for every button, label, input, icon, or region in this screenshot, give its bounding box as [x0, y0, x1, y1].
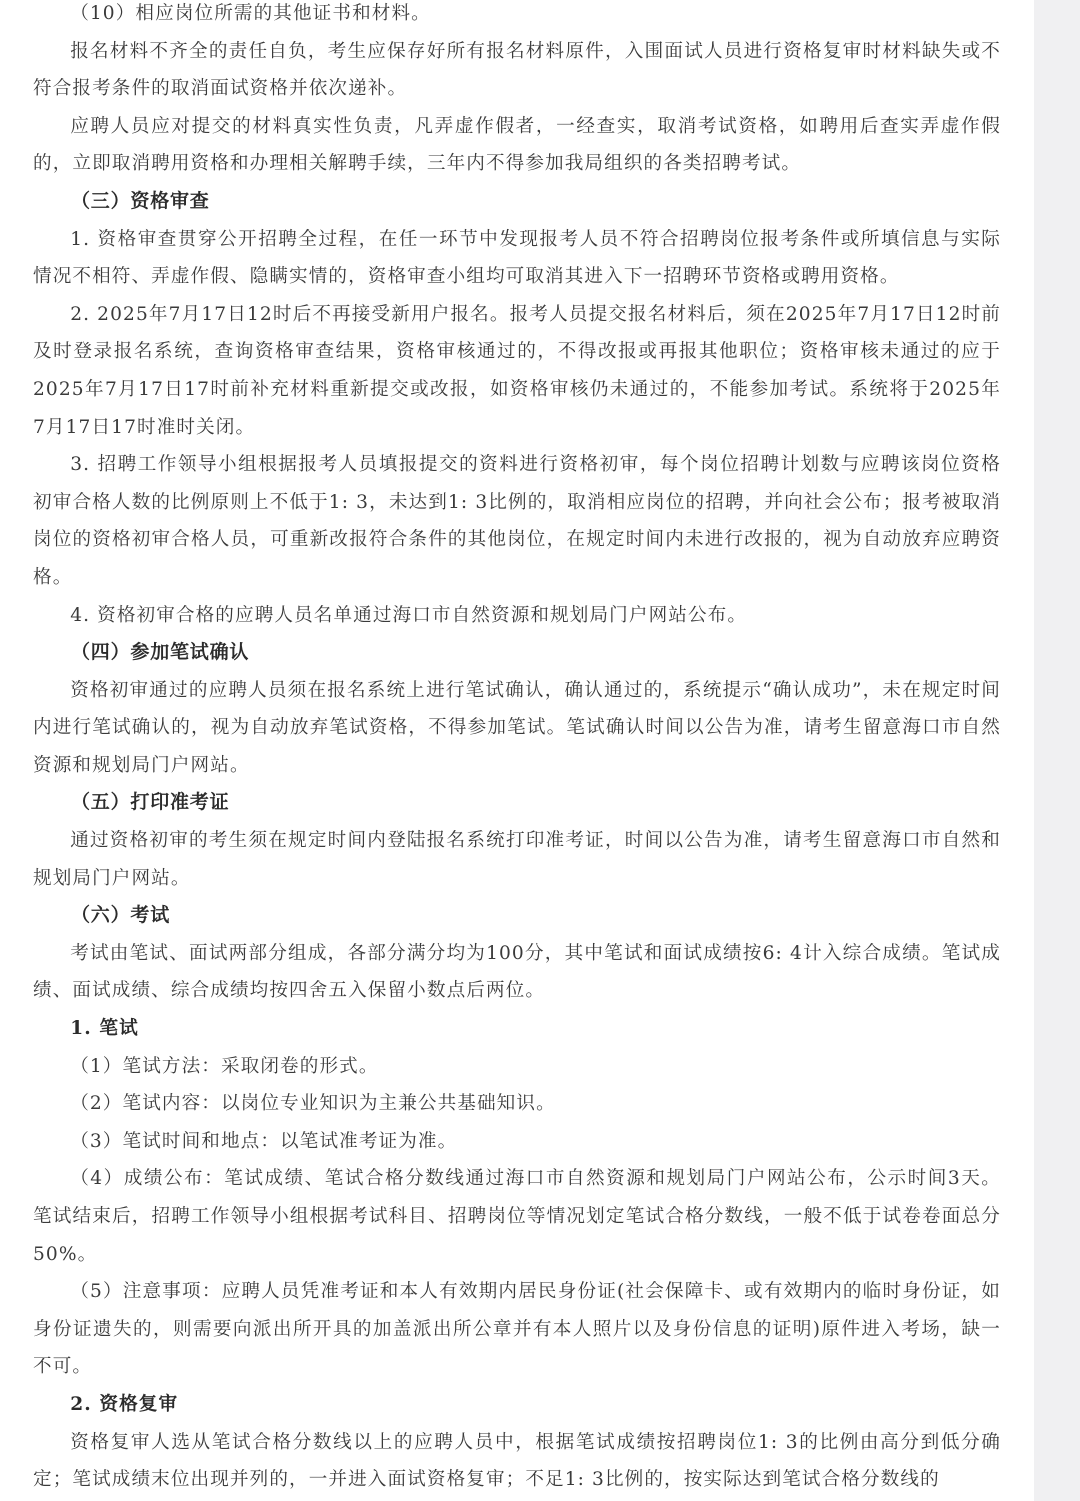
- paragraph-print-admission: 通过资格初审的考生须在规定时间内登陆报名系统打印准考证，时间以公告为准，请考生留意海口市自然和规划局门户网站。: [33, 830, 1001, 889]
- paragraph-review-2: 2. 2025年7月17日12时后不再接受新用户报名。报考人员提交报名材料后，须在2025年7月17日12时前及时登录报名系统，查询资格审查结果，资格审核通过的，不得改报或再报其他职位；资格审核未通过的应于2025年7月17日17时前补充材料重新提交或改报，如资格审核仍未通过的，不能参加考试。系统将于2025年7月17日17时准时关闭。: [33, 303, 1001, 438]
- paragraph-recheck: 资格复审人选从笔试合格分数线以上的应聘人员中，根据笔试成绩按招聘岗位1: 3的比例由高分到低分确定；笔试成绩末位出现并列的，一并进入面试资格复审；不足1: 3比例的，按实际达到笔试合格分数线的: [33, 1431, 1001, 1491]
- paragraph-exam-composition: 考试由笔试、面试两部分组成，各部分满分均为100分，其中笔试和面试成绩按6: 4计入综合成绩。笔试成绩、面试成绩、综合成绩均按四舍五入保留小数点后两位。: [33, 942, 1001, 1002]
- section-heading-exam: （六）考试: [71, 904, 171, 927]
- document-body: [33, 0, 1001, 1499]
- section-heading-written-exam-confirm: （四）参加笔试确认: [71, 641, 250, 664]
- paragraph-other-certificates: （10）相应岗位所需的其他证书和材料。: [70, 3, 431, 24]
- paragraph-exam-time-place: （3）笔试时间和地点：以笔试准考证为准。: [70, 1130, 458, 1152]
- paragraph-written-exam-confirm: 资格初审通过的应聘人员须在报名系统上进行笔试确认，确认通过的，系统提示“确认成功”，未在规定时间内进行笔试确认的，视为自动放弃笔试资格，不得参加笔试。笔试确认时间以公告为准，请考生留意海口市自然资源和规划局门户网站。: [33, 679, 1001, 776]
- section-heading-qualification-review: （三）资格审查: [71, 189, 210, 212]
- section-heading-print-admission: （五）打印准考证: [71, 791, 230, 814]
- paragraph-review-1: 1. 资格审查贯穿公开招聘全过程，在任一环节中发现报考人员不符合招聘岗位报考条件或所填信息与实际情况不相符、弄虚作假、隐瞒实情的，资格审查小组均可取消其进入下一招聘环节资格或聘用资格。: [33, 228, 1001, 288]
- paragraph-exam-content: （2）笔试内容：以岗位专业知识为主兼公共基础知识。: [70, 1093, 556, 1115]
- paragraph-review-4: 4. 资格初审合格的应聘人员名单通过海口市自然资源和规划局门户网站公布。: [70, 604, 748, 626]
- paragraph-score-publication: （4）成绩公布：笔试成绩、笔试合格分数线通过海口市自然资源和规划局门户网站公布，公示时间3天。笔试结束后，招聘工作领导小组根据考试科目、招聘岗位等情况划定笔试合格分数线，一般不低于试卷卷面总分50%。: [33, 1168, 1001, 1265]
- paragraph-authenticity: 应聘人员应对提交的材料真实性负责，凡弄虚作假者，一经查实，取消考试资格，如聘用后查实弄虚作假的，立即取消聘用资格和办理相关解聘手续，三年内不得参加我局组织的各类招聘考试。: [33, 115, 1001, 175]
- subheading-qualification-recheck: 2. 资格复审: [70, 1393, 179, 1415]
- paragraph-incomplete-materials: 报名材料不齐全的责任自负，考生应保存好所有报名材料原件，入围面试人员进行资格复审时材料缺失或不符合报考条件的取消面试资格并依次递补。: [33, 40, 1001, 100]
- paragraph-exam-method: （1）笔试方法：采取闭卷的形式。: [70, 1055, 379, 1077]
- paragraph-notes: （5）注意事项：应聘人员凭准考证和本人有效期内居民身份证(社会保障卡、或有效期内的临时身份证，如身份证遗失的，则需要向派出所开具的加盖派出所公章并有本人照片以及身份信息的证明)原件进入考场，缺一不可。: [33, 1281, 1001, 1378]
- paragraph-review-3: 3. 招聘工作领导小组根据报考人员填报提交的资料进行资格初审，每个岗位招聘计划数与应聘该岗位资格初审合格人数的比例原则上不低于1: 3，未达到1: 3比例的，取消相应岗位的招聘，并向社会公布；报考被取消岗位的资格初审合格人员，可重新改报符合条件的其他岗位，在规定时间内未进行改报的，视为自动放弃应聘资格。: [33, 454, 1001, 588]
- subheading-written-exam: 1. 笔试: [70, 1018, 139, 1040]
- scroll-gutter[interactable]: [1034, 0, 1080, 1501]
